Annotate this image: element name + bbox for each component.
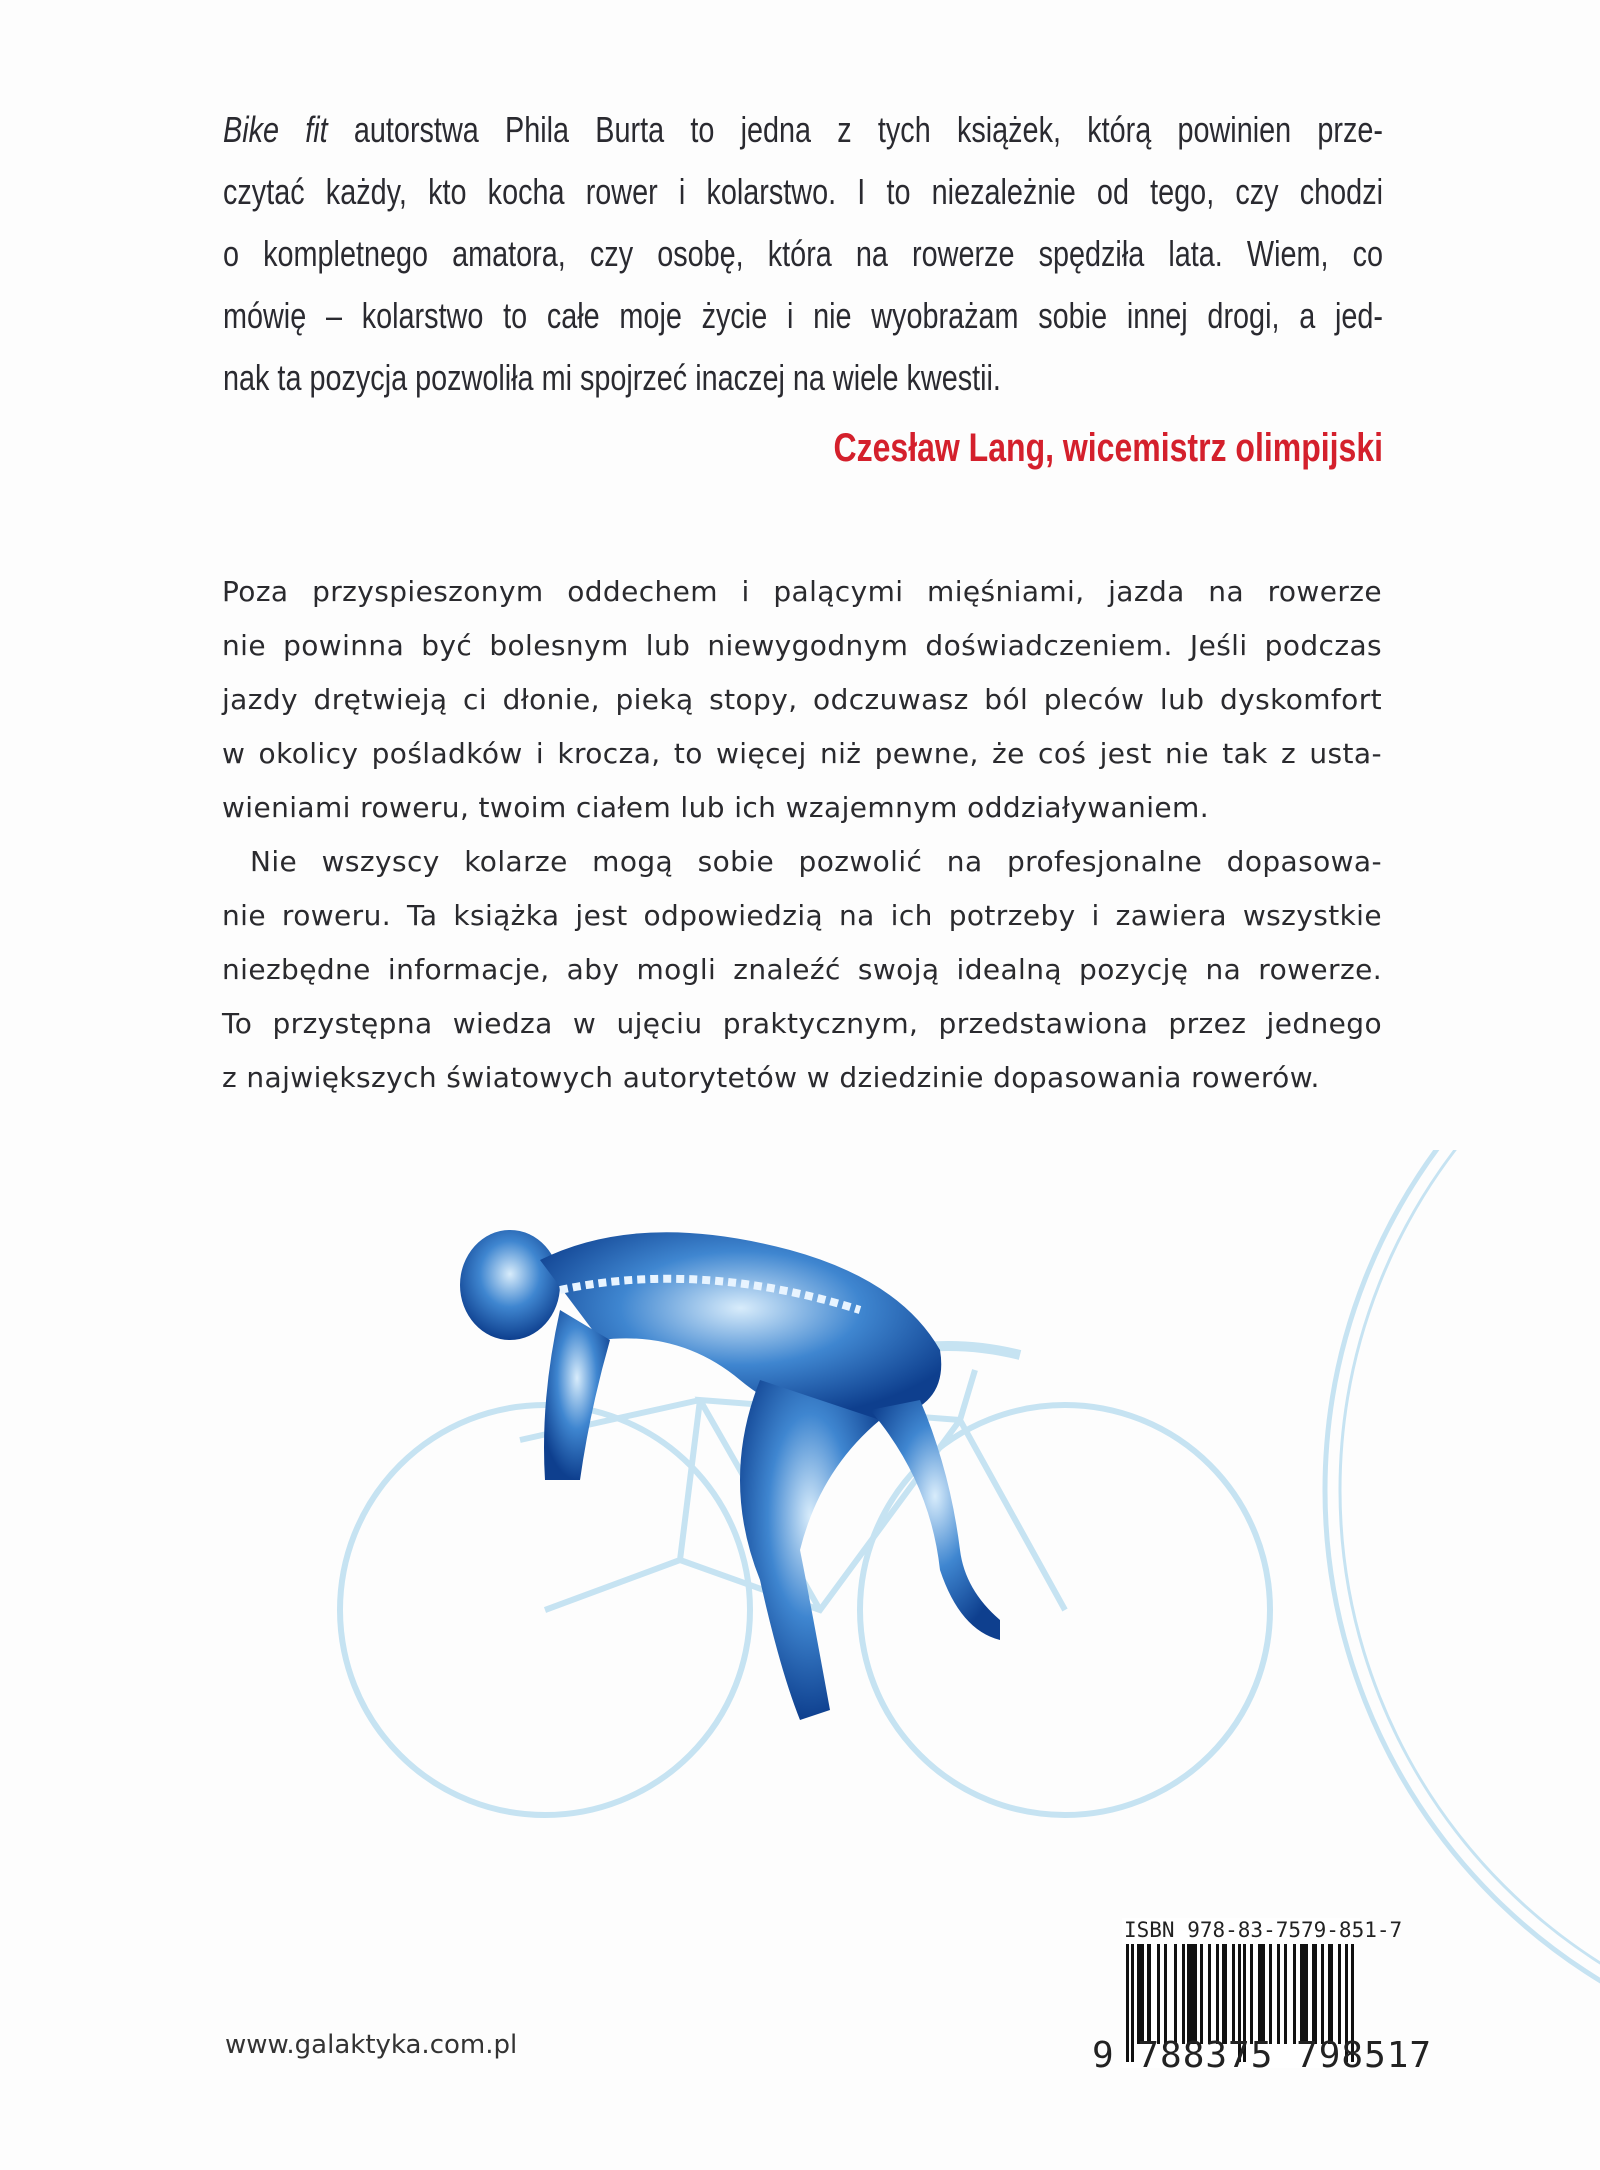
description-line: w okolicy pośladków i krocza, to więcej niż pewne, że coś jest nie tak z usta- [222, 737, 1382, 770]
quote-author: Czesław Lang, wicemistrz olimpijski [833, 426, 1383, 470]
description-line: niezbędne informacje, aby mogli znaleźć swoją idealną pozycję na rowerze. [222, 953, 1382, 986]
xray-body-icon [460, 1230, 1000, 1720]
quote-text: autorstwa Phila Burta to jedna z tych książek, którą powinien prze- [327, 109, 1384, 150]
description [222, 565, 1382, 1105]
description-line: z największych światowych autorytetów w dziedzinie dopasowania rowerów. [222, 1061, 1320, 1094]
quote-line: nak ta pozycja pozwoliła mi spojrzeć inaczej na wiele kwestii. [223, 357, 1001, 398]
endorsement-quote [223, 99, 1383, 409]
book-title: Bike fit [223, 109, 328, 150]
xray-cyclist-illustration [0, 1150, 1600, 2170]
description-line: nie roweru. Ta książka jest odpowiedzią na ich potrzeby i zawiera wszystkie [222, 899, 1382, 932]
quote-line [223, 99, 1383, 161]
description-line: nie powinna być bolesnym lub niewygodnym doświadczeniem. Jeśli podczas [222, 629, 1382, 662]
isbn-number: ISBN 978-83-7579-851-7 [1124, 1918, 1403, 1942]
description-line: Nie wszyscy kolarze mogą sobie pozwolić na profesjonalne dopasowa- [250, 845, 1382, 878]
quote-line: czytać każdy, kto kocha rower i kolarstwo. I to niezależnie od tego, czy chodzi [223, 171, 1383, 212]
barcode-digits: 9 788375 798517 [1092, 2035, 1433, 2076]
description-line: Poza przyspieszonym oddechem i palącymi mięśniami, jazda na rowerze [222, 575, 1382, 608]
description-line: wieniami roweru, twoim ciałem lub ich wzajemnym oddziaływaniem. [222, 791, 1209, 824]
description-line: To przystępna wiedza w ujęciu praktycznym, przedstawiona przez jednego [222, 1007, 1382, 1040]
publisher-url[interactable]: www.galaktyka.com.pl [225, 2030, 518, 2060]
description-line: jazdy drętwieją ci dłonie, pieką stopy, odczuwasz ból pleców lub dyskomfort [222, 683, 1382, 716]
quote-line: o kompletnego amatora, czy osobę, która na rowerze spędziła lata. Wiem, co [223, 233, 1383, 274]
quote-line: mówię – kolarstwo to całe moje życie i nie wyobrażam sobie innej drogi, a jed- [223, 295, 1383, 336]
